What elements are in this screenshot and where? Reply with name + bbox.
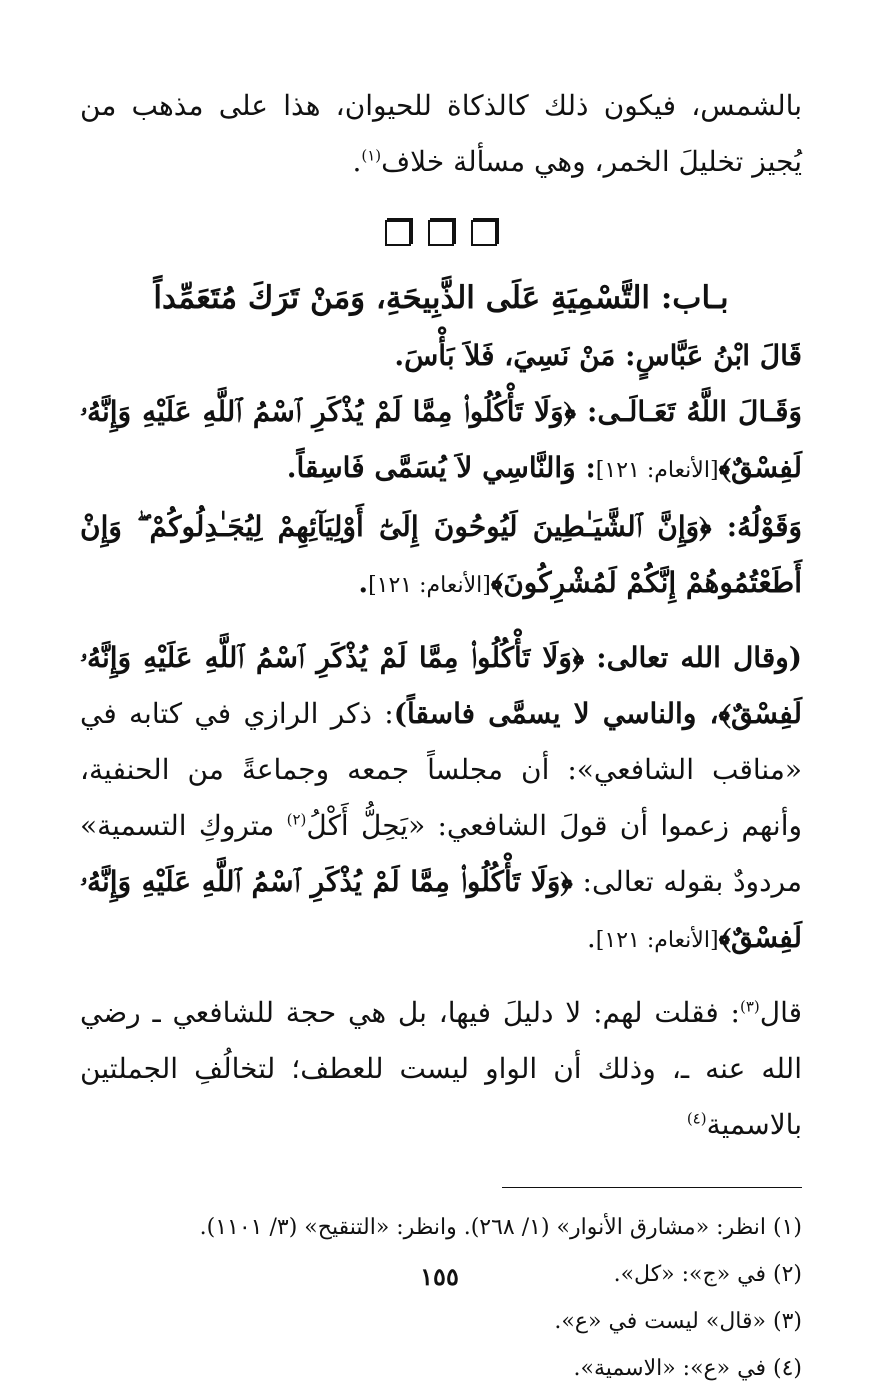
- chapter-title: بـاب: التَّسْمِيَةِ عَلَى الذَّبِيحَةِ، وَمَنْ تَرَكَ مُتَعَمِّداً: [153, 280, 729, 316]
- quran-verse: ﴿وَلَا تَأْكُلُوا۟ مِمَّا لَمْ يُذْكَرِ ٱسْمُ ٱللَّهِ عَلَيْهِ وَإِنَّهُۥ لَفِسْقٌ﴾: [80, 865, 802, 954]
- top-line-2-end: .: [352, 145, 362, 178]
- page-body: [80, 78, 802, 1392]
- footnote-1: (١) انظر: «مشارق الأنوار» (١/ ٢٦٨). وانظر: «التنقيح» (٣/ ١١٠١).: [199, 1215, 802, 1240]
- matn-paragraph-1: قَالَ ابْنُ عَبَّاسٍ: مَنْ نَسِيَ، فَلاَ بَأْسَ.: [394, 339, 802, 372]
- verse-reference: [الأنعام: ١٢١]: [368, 573, 491, 598]
- quran-verse: ﴿وَلَا تَأْكُلُوا۟ مِمَّا لَمْ يُذْكَرِ ٱسْمُ ٱللَّهِ عَلَيْهِ وَإِنَّهُۥ لَفِسْقٌ﴾: [80, 395, 802, 484]
- sharh-2-a: قال: [759, 996, 802, 1029]
- matn-3-end: .: [358, 566, 369, 599]
- section-separator: [80, 220, 802, 250]
- footnote-4: (٤) في «ع»: «الاسمية».: [573, 1356, 802, 1381]
- verse-reference: [الأنعام: ١٢١]: [595, 928, 719, 953]
- footnote-3: (٣) «قال» ليست في «ع».: [554, 1309, 802, 1334]
- separator-square-icon: [385, 220, 411, 246]
- footnote-ref-1: (١): [361, 146, 382, 165]
- footnote-ref-3: (٣): [739, 997, 760, 1016]
- separator-square-icon: [428, 220, 454, 246]
- sharh-paragraph-1: [80, 630, 802, 969]
- page-number: ١٥٥: [420, 1262, 459, 1291]
- footnote-ref-2: (٢): [286, 810, 307, 829]
- quran-verse: ﴿وَإِنَّ ٱلشَّيَـٰطِينَ لَيُوحُونَ إِلَىٰٓ أَوْلِيَآئِهِمْ لِيُجَـٰدِلُوكُمْ ۖ وَإِنْ أَطَعْتُمُوهُمْ إِنَّكُمْ لَمُشْرِكُونَ﴾: [80, 510, 802, 599]
- footnote-divider: [502, 1187, 802, 1188]
- quran-verse: ﴿وَلَا تَأْكُلُوا۟ مِمَّا لَمْ يُذْكَرِ ٱسْمُ ٱللَّهِ عَلَيْهِ وَإِنَّهُۥ لَفِسْقٌ﴾: [80, 641, 802, 730]
- top-line-2: الخمر، وهي مسألة خلاف: [381, 145, 670, 178]
- separator-square-icon: [471, 220, 497, 246]
- sharh-1-b: ، والناسي لا يسمَّى فاسقاً): [393, 697, 719, 730]
- matn-2-intro: وَقَـالَ اللَّهُ تَعَـالَـى:: [576, 395, 803, 428]
- sharh-1-c: : ذكر الرازي في كتابه في «مناقب الشافعي»: أن مجلساً جمعه وجماعةً من الحنفية، وأنهم زعموا أن قولَ الشافعي: «يَحِلُّ أَكْلُ: [80, 697, 802, 842]
- matn-paragraph-3: [80, 499, 802, 614]
- top-paragraph: [80, 78, 802, 190]
- top-line-1: بالشمس، فيكون ذلك كالذكاة للحيوان، هذا على مذهب من يُجيز تخليلَ: [80, 89, 802, 178]
- matn-paragraph-2: [80, 384, 802, 499]
- matn-2-end: : وَالنَّاسِي لاَ يُسَمَّى فَاسِقاً.: [286, 451, 596, 484]
- footnote-ref-4: (٤): [686, 1109, 707, 1128]
- sharh-paragraph-2: [80, 985, 802, 1153]
- matn-3-intro: وَقَوْلُهُ:: [711, 510, 803, 543]
- footnote-2: (٢) في «ج»: «كل».: [613, 1262, 802, 1287]
- verse-reference: [الأنعام: ١٢١]: [595, 458, 719, 483]
- sharh-1-end: .: [586, 921, 596, 954]
- sharh-1-d: متروكِ التسمية» مردودٌ بقوله تعالى:: [80, 809, 802, 898]
- sharh-2-b: : فقلت لهم: لا دليلَ فيها، بل هي حجة للشافعي ـ رضي الله عنه ـ، وذلك أن الواو ليست للعطف؛ لتخالُفِ الجملتين بالاسمية: [80, 996, 802, 1141]
- sharh-1-a: (وقال الله تعالى:: [584, 641, 802, 674]
